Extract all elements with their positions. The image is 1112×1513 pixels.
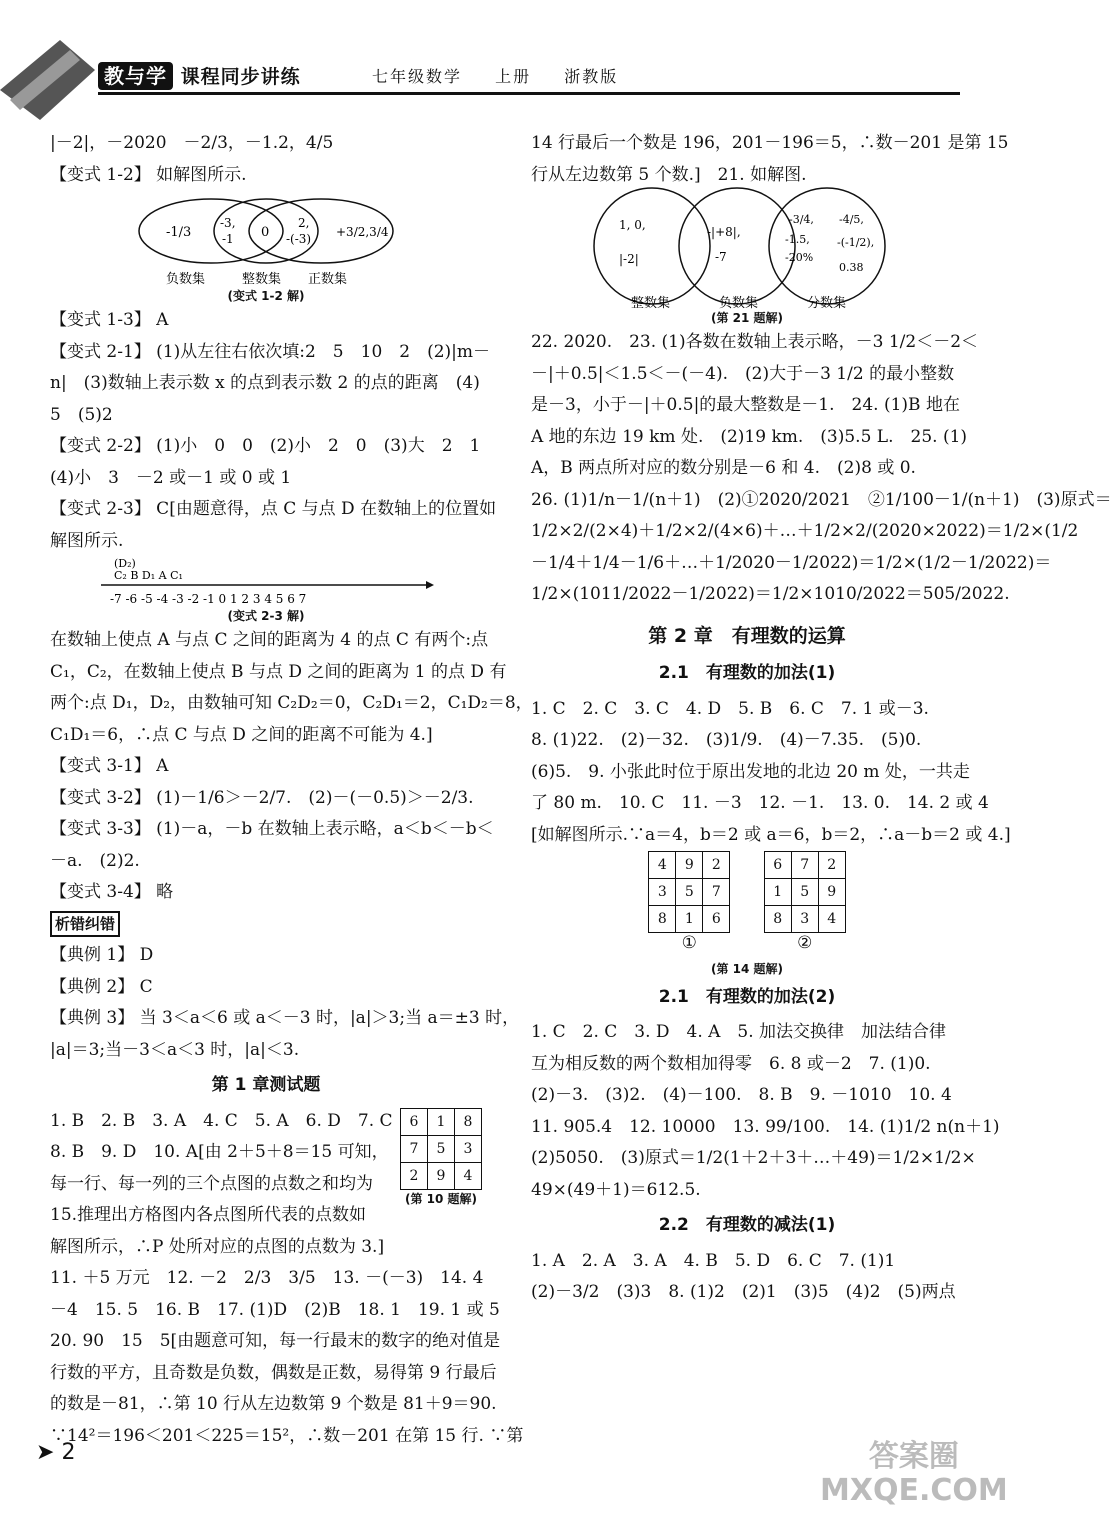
answer-line: 【变式 3-3】 (1)－a，－b 在数轴上表示略，a＜b＜－b＜ bbox=[50, 819, 494, 839]
answer-line: 【典例 3】 当 3＜a＜6 或 a＜－3 时，|a|＞3;当 a＝±3 时， bbox=[50, 1008, 520, 1028]
answer-line: 【典例 1】 D bbox=[50, 945, 154, 965]
svg-text:-3/4,: -3/4, bbox=[789, 213, 814, 226]
set-label-positive: 正数集 bbox=[308, 272, 348, 287]
answer-line: 1/2×2/(2×4)＋1/2×2/(4×6)＋…＋1/2×2/(2020×2022)＝1/2×(1/2 bbox=[531, 521, 1079, 541]
svg-text:-7 -6 -5 -4 -3 -2 -1 0 1 2: -7 -6 -5 -4 -3 -2 -1 0 1 2 3 4 5 6 7 bbox=[110, 592, 307, 606]
answer-line: 【典例 2】 C bbox=[50, 976, 153, 997]
answer-line: 两个:点 D₁，D₂，由数轴可知 C₂D₂＝0，C₂D₁＝2，C₁D₂＝8， bbox=[50, 693, 533, 713]
watermark-url: MXQE.COM bbox=[820, 1473, 1008, 1508]
watermark-text: 答案圈 bbox=[868, 1439, 959, 1474]
answer-line: 行数的平方，且奇数是负数，偶数是正数，易得第 9 行最后 bbox=[50, 1362, 497, 1383]
svg-text:2,: 2, bbox=[298, 216, 310, 230]
arrow-icon: ➤ bbox=[36, 1440, 55, 1465]
answer-line: C₁D₁＝6，∴点 C 与点 D 之间的距离不可能为 4.] bbox=[50, 724, 433, 745]
set-label-integer: 整数集 bbox=[631, 296, 671, 311]
section-box-label: 析错纠错 bbox=[50, 911, 120, 937]
right-column bbox=[531, 128, 1112, 1309]
answer-line: 【变式 3-1】 A bbox=[50, 756, 169, 776]
answer-line: 【变式 2-1】 (1)从左往右依次填:2 5 10 2 (2)|m－ bbox=[50, 341, 490, 362]
volume-label: 上册 bbox=[495, 67, 532, 86]
answer-line: |a|＝3;当－3＜a＜3 时，|a|＜3. bbox=[50, 1039, 300, 1060]
venn-diagram-v12 bbox=[136, 191, 396, 287]
svg-text:|-2|: |-2| bbox=[619, 252, 639, 266]
section-title: 2.1 有理数的加法(2) bbox=[658, 986, 836, 1007]
answer-line: C₁，C₂，在数轴上使点 B 与点 D 之间的距离为 1 的点 D 有 bbox=[50, 661, 507, 682]
svg-text:-|+8|,: -|+8|, bbox=[707, 225, 741, 239]
svg-text:-(-3): -(-3) bbox=[286, 232, 312, 246]
answer-line: A 地的东边 19 km 处. (2)19 km. (3)5.5 L. 25. (1) bbox=[531, 426, 968, 447]
answer-line: 解图所示，∴P 处所对应的点图的点数为 3.] bbox=[50, 1236, 385, 1257]
grid-figure-14 bbox=[531, 851, 963, 978]
answer-line: 【变式 2-3】 C[由题意得，点 C 与点 D 在数轴上的位置如 bbox=[50, 499, 497, 519]
book-meta bbox=[372, 64, 644, 87]
answer-line: 解图所示. bbox=[50, 530, 124, 551]
set-label-integer: 整数集 bbox=[242, 272, 282, 287]
answer-line: 【变式 3-4】 略 bbox=[50, 882, 174, 902]
svg-text:(D₂): (D₂) bbox=[114, 557, 136, 570]
venn-diagram-21 bbox=[567, 191, 927, 309]
answer-line: 8. B 9. D 10. A[由 2＋5＋8＝15 可知， bbox=[50, 1142, 389, 1162]
figure-caption: (第 21 题解) bbox=[710, 311, 784, 325]
answer-line: 11. 905.4 12. 10000 13. 99/100. 14. (1)1/2 n(n＋1) bbox=[531, 1116, 1000, 1137]
section-title: 2.2 有理数的减法(1) bbox=[658, 1215, 836, 1235]
edition-label: 浙教版 bbox=[564, 67, 619, 86]
magic-square-14-b: 6 7 2 1 5 9 8 3 4 bbox=[764, 851, 846, 933]
answer-line: 15.推理出方格图内各点图所代表的点数如 bbox=[50, 1205, 367, 1225]
answer-line: －1/4＋1/4－1/6＋…＋1/2020－1/2022)＝1/2×(1/2－1/2022)＝ bbox=[531, 552, 1052, 573]
answer-line: 了 80 m. 10. C 11. －3 12. －1. 13. 0. 14. 2 或 4 bbox=[531, 793, 989, 813]
svg-text:0.38: 0.38 bbox=[839, 261, 864, 274]
section-title: 第 1 章测试题 bbox=[211, 1075, 321, 1095]
svg-text:0: 0 bbox=[261, 225, 270, 240]
section-title: 2.1 有理数的加法(1) bbox=[658, 663, 836, 683]
left-column bbox=[50, 128, 533, 1452]
answer-line: 互为相反数的两个数相加得零 6. 8 或－2 7. (1)0. bbox=[531, 1053, 931, 1074]
answer-line: 26. (1)1/n－1/(n＋1) (2)①2020/2021 ②1/100－1/(n＋1) (3)原式＝ bbox=[531, 489, 1112, 510]
svg-text:-1: -1 bbox=[222, 232, 234, 246]
answer-line: －|＋0.5|＜1.5＜－(－4). (2)大于－3 1/2 的最小整数 bbox=[531, 363, 955, 384]
chapter-title: 第 2 章 有理数的运算 bbox=[648, 624, 846, 647]
answer-line: －4 15. 5 16. B 17. (1)D (2)B 18. 1 19. 1 或 5 bbox=[50, 1299, 500, 1320]
figure-caption: (变式 1-2 解) bbox=[227, 289, 305, 303]
svg-text:-1.5,: -1.5, bbox=[785, 233, 810, 246]
answer-line: 49×(49＋1)＝612.5. bbox=[531, 1179, 701, 1200]
grid-label: ② bbox=[797, 933, 813, 953]
grid-figure-10 bbox=[400, 1108, 482, 1208]
brand-logo: 教与学 bbox=[98, 62, 173, 90]
answer-line: 11. ＋5 万元 12. －2 2/3 3/5 13. －(－3) 14. 4 bbox=[50, 1268, 484, 1288]
magic-square-10: 6 1 8 7 5 3 2 9 4 bbox=[400, 1108, 482, 1190]
brand bbox=[98, 60, 301, 89]
svg-text:-(-1/2),: -(-1/2), bbox=[837, 236, 875, 249]
answer-line: 1. C 2. C 3. C 4. D 5. B 6. C 7. 1 或－3. bbox=[531, 698, 929, 719]
answer-line: A，B 两点所对应的数分别是－6 和 4. (2)8 或 0. bbox=[531, 458, 916, 478]
answer-line: (2)－3. (3)2. (4)－100. 8. B 9. －1010 10. 4 bbox=[531, 1085, 952, 1105]
magic-square-14-a: 4 9 2 3 5 7 8 1 6 bbox=[648, 851, 730, 933]
answer-line: 【变式 1-3】 A bbox=[50, 310, 169, 330]
answer-line: 1. B 2. B 3. A 4. C 5. A 6. D 7. C bbox=[50, 1110, 393, 1131]
answer-line: 在数轴上使点 A 与点 C 之间的距离为 4 的点 C 有两个:点 bbox=[50, 630, 489, 650]
page-footer bbox=[36, 1440, 75, 1465]
svg-text:+3/2,3/4: +3/2,3/4 bbox=[336, 225, 389, 239]
answer-line: 的数是－81，∴第 10 行从左边数第 9 个数是 81＋9＝90. bbox=[50, 1394, 497, 1414]
svg-text:-20%: -20% bbox=[785, 251, 814, 264]
figure-caption: (第 14 题解) bbox=[710, 961, 784, 976]
header-rule bbox=[98, 92, 960, 95]
answer-line: －a. (2)2. bbox=[50, 850, 140, 871]
brand-title: 课程同步讲练 bbox=[180, 66, 301, 88]
answer-line: 【变式 2-2】 (1)小 0 0 (2)小 2 0 (3)大 2 1 bbox=[50, 436, 481, 456]
answer-line: n| (3)数轴上表示数 x 的点到表示数 2 的点的距离 (4) bbox=[50, 373, 480, 393]
figure-caption: (第 10 题解) bbox=[404, 1191, 478, 1206]
page-header bbox=[0, 0, 1000, 110]
answer-line: (6)5. 9. 小张此时位于原出发地的北边 20 m 处，一共走 bbox=[531, 761, 970, 782]
set-label-negative: 负数集 bbox=[719, 296, 759, 311]
answer-line: 5 (5)2 bbox=[50, 404, 113, 425]
answer-line: 【变式 3-2】 (1)－1/6＞－2/7. (2)－(－0.5)＞－2/3. bbox=[50, 787, 474, 808]
svg-text:-1/3: -1/3 bbox=[166, 225, 192, 240]
figure-caption: (变式 2-3 解) bbox=[227, 609, 305, 623]
answer-line: |－2|，－2020 －2/3，－1.2，4/5 bbox=[50, 133, 334, 153]
answer-line: 1. A 2. A 3. A 4. B 5. D 6. C 7. (1)1 bbox=[531, 1250, 896, 1271]
answer-line: (2)5050. (3)原式＝1/2(1＋2＋3＋…＋49)＝1/2×1/2× bbox=[531, 1148, 976, 1168]
svg-text:-3,: -3, bbox=[220, 216, 236, 230]
watermark bbox=[820, 1440, 1008, 1508]
svg-text:-7: -7 bbox=[715, 250, 727, 264]
answer-line: 14 行最后一个数是 196，201－196＝5，∴数－201 是第 15 bbox=[531, 133, 1009, 153]
answer-line: 是－3，小于－|＋0.5|的最大整数是－1. 24. (1)B 地在 bbox=[531, 395, 960, 415]
answer-line: 22. 2020. 23. (1)各数在数轴上表示略，－3 1/2＜－2＜ bbox=[531, 332, 979, 352]
answer-line: 20. 90 15 5[由题意可知，每一行最末的数字的绝对值是 bbox=[50, 1331, 501, 1351]
answer-line: 8. (1)22. (2)－32. (3)1/9. (4)－7.35. (5)0. bbox=[531, 730, 922, 750]
answer-line: 行从左边数第 5 个数.] 21. 如解图. bbox=[531, 164, 807, 185]
grade-label: 七年级数学 bbox=[372, 67, 463, 86]
svg-text:C₂ B D₁ A C₁: C₂ B D₁ A C₁ bbox=[114, 569, 183, 582]
set-label-fraction: 分数集 bbox=[807, 296, 847, 311]
answer-line: (4)小 3 －2 或－1 或 0 或 1 bbox=[50, 467, 292, 488]
answer-line: 每一行、每一列的三个点图的点数之和均为 bbox=[50, 1173, 373, 1194]
answer-line: (2)－3/2 (3)3 8. (1)2 (2)1 (3)5 (4)2 (5)两点 bbox=[531, 1282, 956, 1302]
answer-line: 1. C 2. C 3. D 4. A 5. 加法交换律 加法结合律 bbox=[531, 1022, 947, 1042]
answer-line: 【变式 1-2】 如解图所示. bbox=[50, 164, 247, 185]
answer-line: [如解图所示.∵a＝4，b＝2 或 a＝6，b＝2，∴a－b＝2 或 4.] bbox=[531, 824, 1011, 845]
number-line-v23 bbox=[96, 557, 436, 607]
page-number: 2 bbox=[61, 1440, 76, 1465]
decorative-corner-icon bbox=[0, 30, 95, 120]
svg-text:-4/5,: -4/5, bbox=[839, 213, 864, 226]
set-label-negative: 负数集 bbox=[166, 272, 206, 287]
svg-text:1, 0,: 1, 0, bbox=[619, 218, 646, 232]
grid-label: ① bbox=[681, 933, 697, 953]
answer-line: 1/2×(1011/2022－1/2022)＝1/2×1010/2022＝505/2022. bbox=[531, 584, 1010, 604]
answer-line: ∵14²＝196＜201＜225＝15²，∴数－201 在第 15 行. ∵第 bbox=[50, 1425, 524, 1446]
